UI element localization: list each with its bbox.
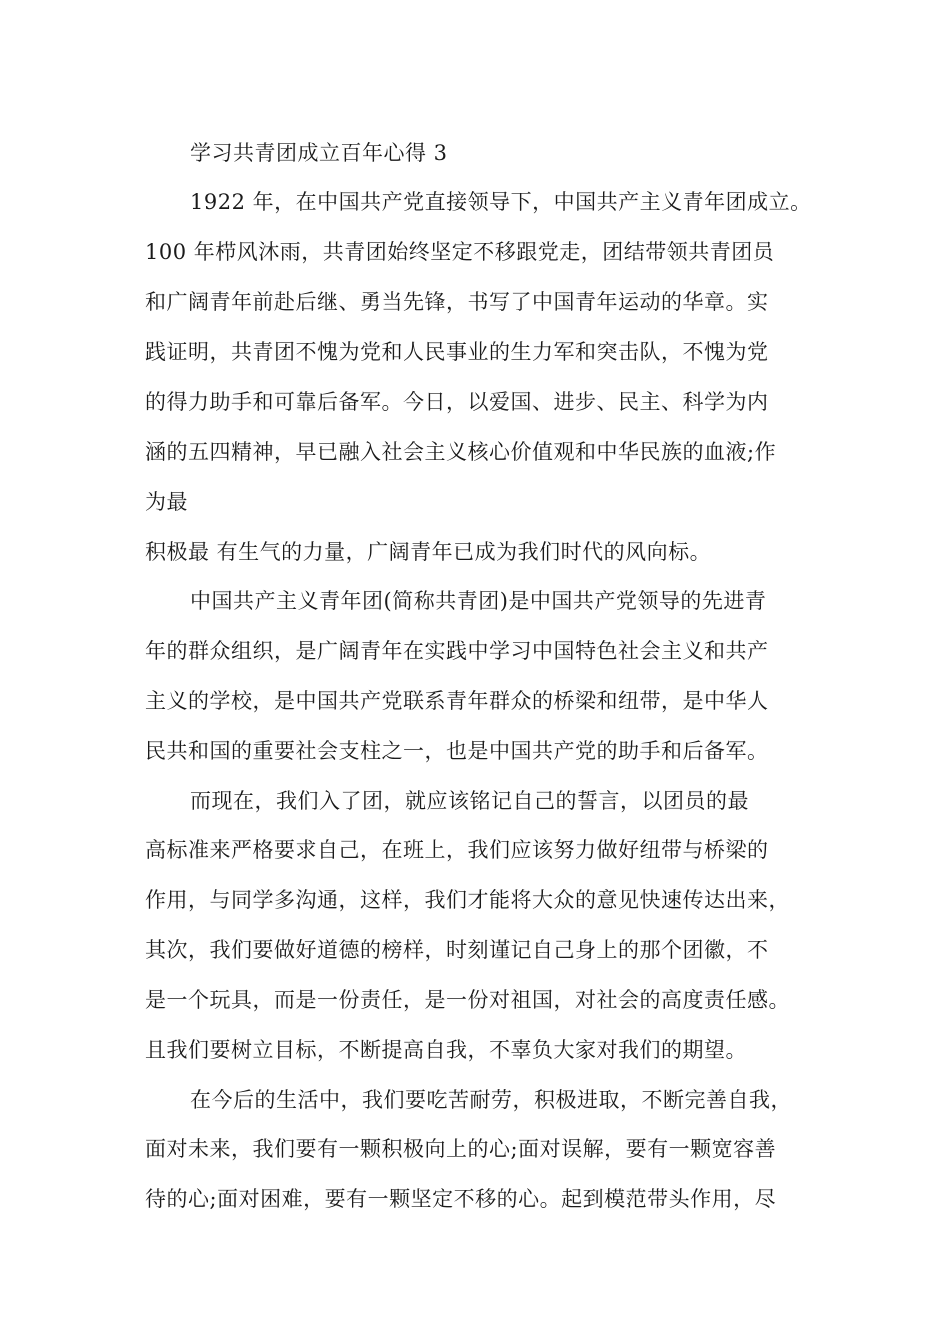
paragraph-line: 面对未来，我们要有一颗积极向上的心;面对误解，要有一颗宽容善 [145, 1137, 777, 1161]
paragraph-line: 高标准来严格要求自己，在班上，我们应该努力做好纽带与桥梁的 [145, 838, 769, 862]
paragraph-line: 中国共产主义青年团(简称共青团)是中国共产党领导的先进青 [190, 589, 767, 613]
paragraph-line: 践证明，共青团不愧为党和人民事业的生力军和突击队，不愧为党 [145, 340, 769, 364]
paragraph-line: 而现在，我们入了团，就应该铭记自己的誓言，以团员的最 [190, 789, 749, 813]
paragraph-line: 在今后的生活中，我们要吃苦耐劳，积极进取，不断完善自我， [190, 1088, 792, 1112]
paragraph-line: 积极最 有生气的力量，广阔青年已成为我们时代的风向标。 [145, 540, 712, 564]
paragraph-line: 100 年栉风沐雨，共青团始终坚定不移跟党走，团结带领共青团员 [145, 240, 775, 264]
document-title: 学习共青团成立百年心得 3 [190, 141, 448, 165]
paragraph-line: 待的心;面对困难，要有一颗坚定不移的心。起到模范带头作用，尽 [145, 1187, 777, 1211]
paragraph-line: 主义的学校，是中国共产党联系青年群众的桥梁和纽带，是中华人 [145, 689, 769, 713]
paragraph-line: 为最 [145, 490, 188, 514]
paragraph-line: 民共和国的重要社会支柱之一，也是中国共产党的助手和后备军。 [145, 739, 769, 763]
paragraph-line: 年的群众组织，是广阔青年在实践中学习中国特色社会主义和共产 [145, 639, 769, 663]
paragraph-line: 涵的五四精神，早已融入社会主义核心价值观和中华民族的血液;作 [145, 440, 777, 464]
paragraph-line: 作用，与同学多沟通，这样，我们才能将大众的意见快速传达出来， [145, 888, 790, 912]
paragraph-line: 和广阔青年前赴后继、勇当先锋，书写了中国青年运动的华章。实 [145, 290, 769, 314]
paragraph-line: 1922 年，在中国共产党直接领导下，中国共产主义青年团成立。 [190, 190, 812, 214]
paragraph-line: 的得力助手和可靠后备军。今日，以爱国、进步、民主、科学为内 [145, 390, 769, 414]
paragraph-line: 其次，我们要做好道德的榜样，时刻谨记自己身上的那个团徽，不 [145, 938, 769, 962]
paragraph-line: 且我们要树立目标，不断提高自我，不辜负大家对我们的期望。 [145, 1038, 747, 1062]
paragraph-line: 是一个玩具，而是一份责任，是一份对祖国，对社会的高度责任感。 [145, 988, 790, 1012]
